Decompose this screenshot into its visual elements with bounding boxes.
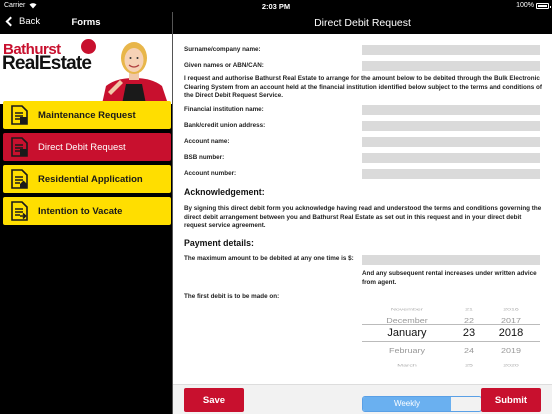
- picker-year: 2020: [503, 363, 519, 368]
- given-names-input[interactable]: [362, 61, 540, 71]
- forms-sidebar: [0, 34, 172, 414]
- bsb-input[interactable]: [362, 153, 540, 163]
- menu-item-maintenance-request[interactable]: [3, 101, 171, 129]
- agent-photo: [96, 34, 172, 104]
- frequency-segmented-control[interactable]: [362, 396, 482, 412]
- account-number-label: Account number:: [184, 170, 237, 177]
- picker-year: 2019: [500, 346, 522, 355]
- picker-month: November: [390, 307, 424, 312]
- acknowledgement-heading: Acknowledgement:: [184, 187, 265, 197]
- frequency-option-weekly[interactable]: Weekly: [363, 397, 451, 411]
- first-debit-date-picker[interactable]: [362, 304, 540, 376]
- save-button[interactable]: Save: [184, 388, 244, 412]
- logo-dot-icon: [81, 39, 96, 54]
- battery-icon: [536, 3, 549, 9]
- menu-item-label: Residential Application: [38, 173, 143, 185]
- menu-item-intention-to-vacate[interactable]: [3, 197, 171, 225]
- picker-day: 24: [463, 346, 474, 355]
- picker-year: 2018: [498, 327, 524, 339]
- document-icon: [11, 137, 28, 157]
- clock: 2:03 PM: [261, 1, 291, 11]
- account-name-label: Account name:: [184, 138, 230, 145]
- menu-item-label: Maintenance Request: [38, 109, 136, 121]
- rental-increase-note: And any subsequent rental increases under written advice from agent.: [362, 270, 537, 286]
- picker-month: January: [387, 327, 427, 339]
- picker-row[interactable]: [362, 346, 540, 360]
- max-amount-input[interactable]: [362, 255, 540, 265]
- status-bar: [0, 0, 552, 12]
- form-action-bar: [173, 384, 552, 414]
- logo-text-top: Bathurst: [3, 41, 61, 58]
- picker-day: 22: [463, 316, 474, 325]
- given-names-label: Given names or ABN/CAN:: [184, 62, 264, 69]
- back-label: Back: [19, 16, 41, 27]
- payment-heading: Payment details:: [184, 238, 254, 248]
- picker-year: 2016: [503, 307, 519, 312]
- surname-input[interactable]: [362, 45, 540, 55]
- picker-day: 21: [465, 307, 473, 312]
- page-title: Direct Debit Request: [314, 17, 411, 29]
- carrier-label: Carrier: [4, 2, 26, 9]
- document-icon: [11, 105, 28, 125]
- account-number-input[interactable]: [362, 169, 540, 179]
- institution-input[interactable]: [362, 105, 540, 115]
- brand-banner: [0, 34, 172, 104]
- acknowledgement-text: By signing this direct debit form you acknowledge having read and understood the terms and conditions governing the direct debit arrangement between you and Bathurst Real Estate as set out in this request and in your direct debit request service agreement.: [184, 205, 542, 230]
- account-name-input[interactable]: [362, 137, 540, 147]
- bank-address-input[interactable]: [362, 121, 540, 131]
- document-icon: [11, 201, 28, 221]
- left-nav-title: Forms: [71, 17, 101, 28]
- institution-label: Financial institution name:: [184, 106, 264, 113]
- surname-label: Surname/company name:: [184, 46, 261, 53]
- bank-address-label: Bank/credit union address:: [184, 122, 266, 129]
- picker-month: March: [397, 363, 417, 368]
- first-debit-label: The first debit is to be made on:: [184, 293, 280, 300]
- menu-item-residential-application[interactable]: [3, 165, 171, 193]
- picker-row[interactable]: [362, 364, 540, 373]
- menu-item-label: Direct Debit Request: [38, 141, 126, 153]
- logo-text-bottom: RealEstate: [2, 53, 92, 74]
- left-nav-bar: [0, 12, 172, 34]
- right-nav-bar: [173, 12, 552, 34]
- picker-month: December: [386, 316, 428, 325]
- bsb-label: BSB number:: [184, 154, 225, 161]
- picker-month: February: [388, 346, 425, 355]
- picker-year: 2017: [500, 316, 522, 325]
- submit-button[interactable]: Submit: [481, 388, 541, 412]
- menu-item-direct-debit-request[interactable]: [3, 133, 171, 161]
- battery-percent: 100%: [516, 2, 534, 9]
- max-amount-label: The maximum amount to be debited at any one time is $:: [184, 255, 354, 262]
- document-icon: [11, 169, 28, 189]
- picker-row[interactable]: [362, 308, 540, 317]
- picker-row-selected[interactable]: [362, 327, 540, 343]
- direct-debit-form: [173, 34, 552, 384]
- picker-day: 23: [462, 327, 476, 339]
- menu-item-label: Intention to Vacate: [38, 205, 123, 217]
- picker-day: 25: [465, 363, 473, 368]
- authorisation-text: I request and authorise Bathurst Real Estate to arrange for the amount below to be debited through the Bulk Electronic Clearing System from an account held at the financial institution identified below subject to the terms and conditions of the Direct Debit Request Service.: [184, 75, 542, 100]
